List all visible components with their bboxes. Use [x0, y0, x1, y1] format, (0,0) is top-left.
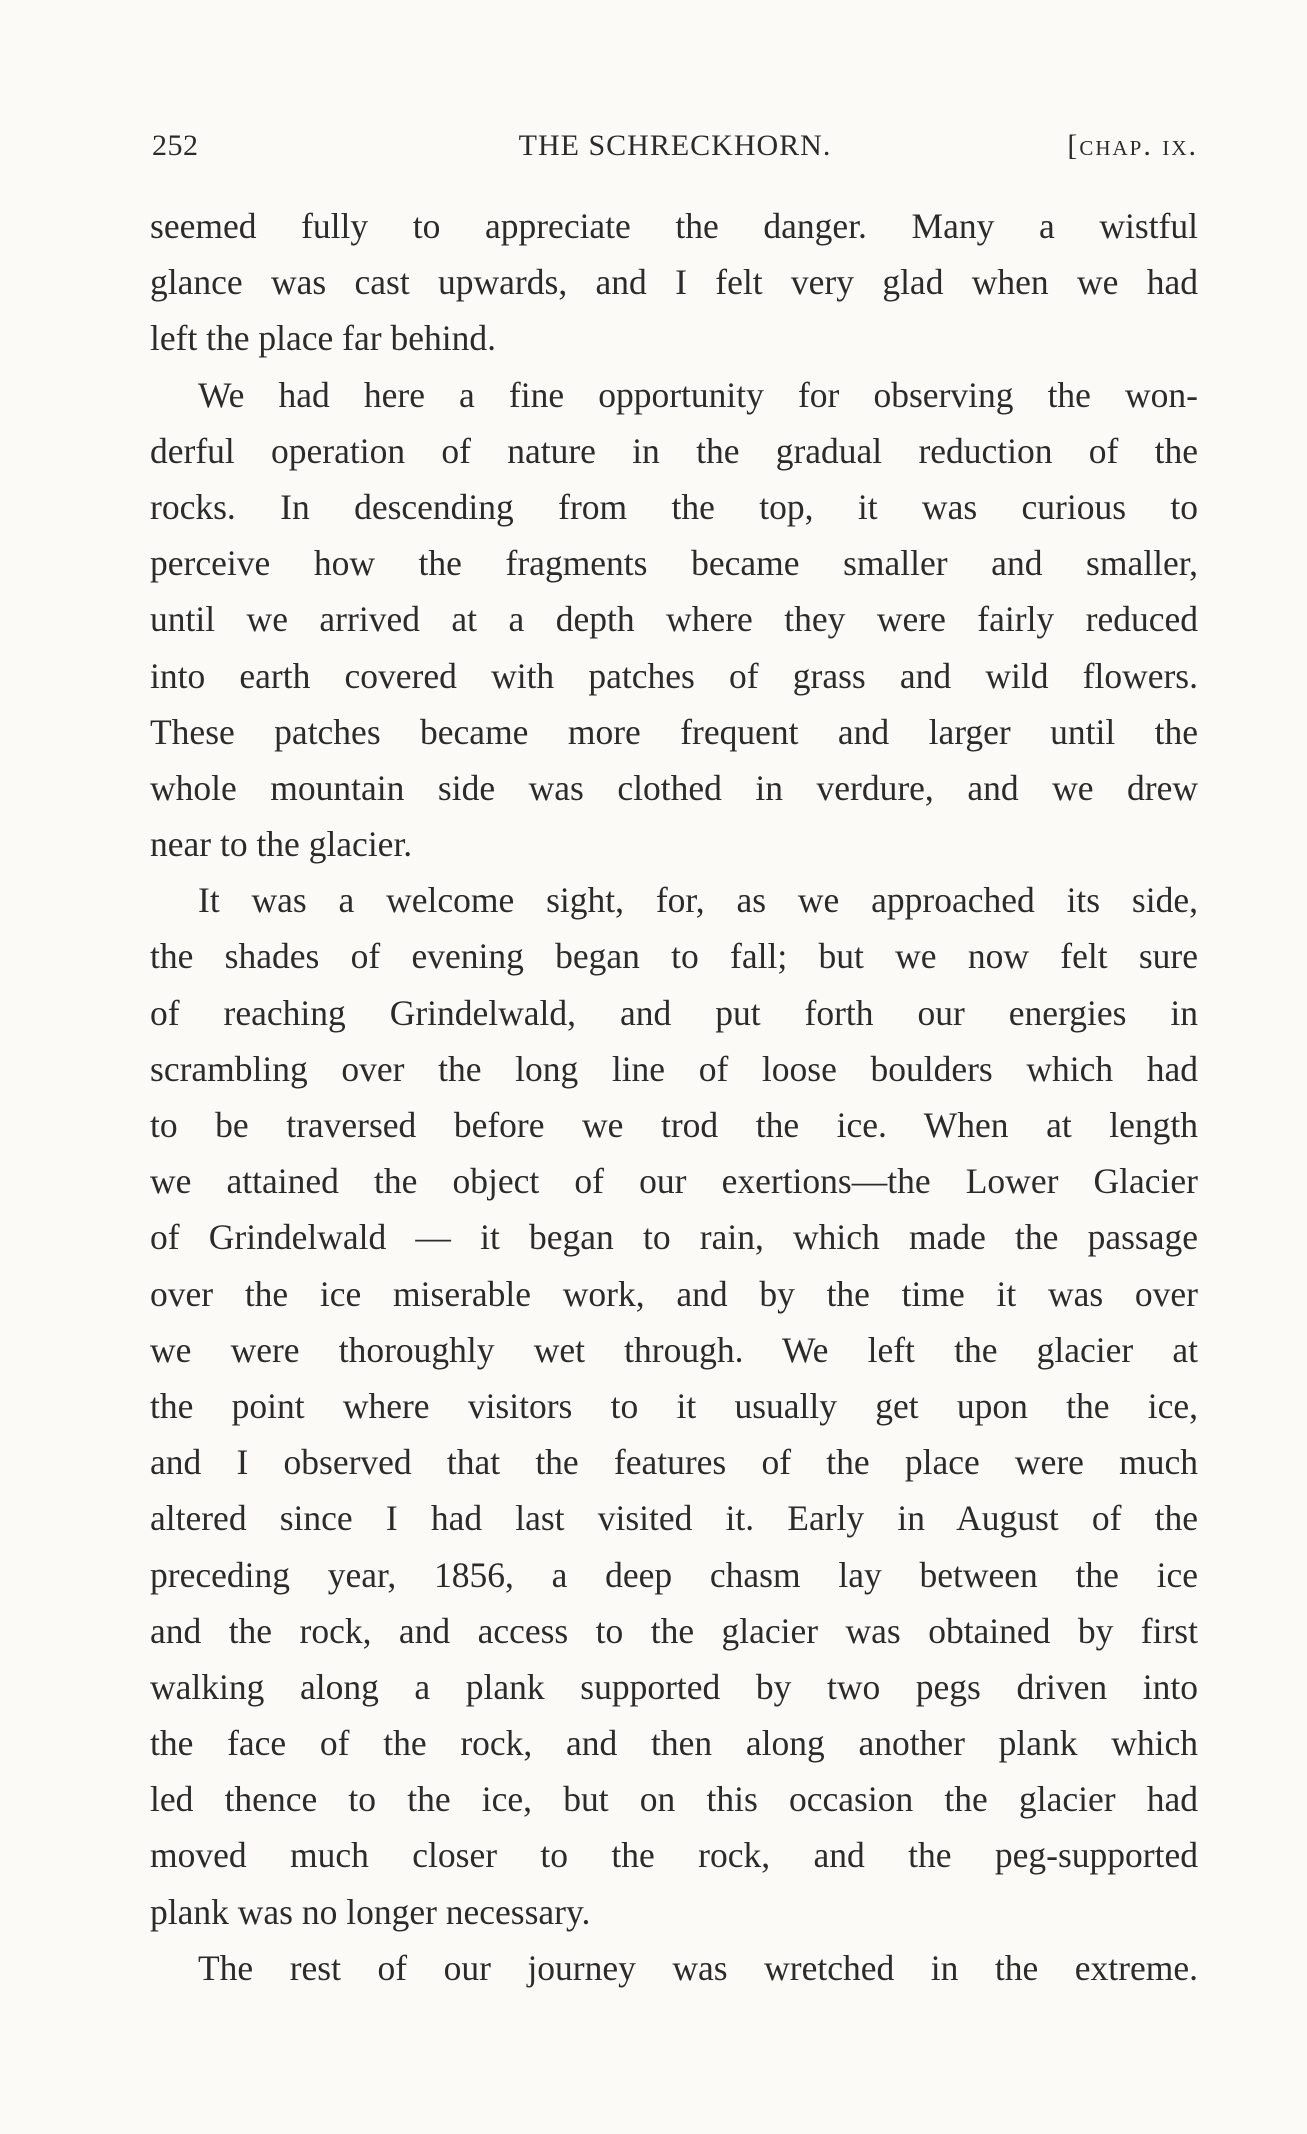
running-title: THE SCHRECKHORN. [518, 129, 832, 162]
page-number: 252 [152, 129, 199, 162]
text-line: the face of the rock, and then along another plank which [150, 1723, 1198, 1764]
text-line: into earth covered with patches of grass and wild flowers. [150, 655, 1198, 696]
chapter-label: [chap. ix. [1067, 129, 1198, 162]
text-line: and the rock, and access to the glacier was obtained by first [150, 1610, 1198, 1651]
text-line: preceding year, 1856, a deep chasm lay between the ice [150, 1554, 1198, 1595]
text-line: seemed fully to appreciate the danger. Many a wistful [150, 206, 1198, 246]
text-line: whole mountain side was clothed in verdure, and we drew [150, 767, 1198, 808]
text-line: to be traversed before we trod the ice. When at length [150, 1105, 1198, 1145]
text-line: We had here a fine opportunity for observing the won- [198, 374, 1198, 415]
running-head [152, 124, 1198, 168]
text-line: perceive how the fragments became smaller and smaller, [150, 543, 1198, 584]
text-line: derful operation of nature in the gradual reduction of the [150, 430, 1198, 471]
text-line: and I observed that the features of the place were much [150, 1442, 1198, 1483]
text-line: moved much closer to the rock, and the peg-supported [150, 1835, 1198, 1876]
text-line: we attained the object of our exertions—the Lower Glacier [150, 1161, 1198, 1202]
body-text [150, 198, 1198, 1996]
text-line: walking along a plank supported by two pegs driven into [150, 1666, 1198, 1707]
text-line: These patches became more frequent and larger until the [150, 711, 1198, 752]
text-line: until we arrived at a depth where they were fairly reduced [150, 599, 1198, 640]
text-line: left the place far behind. [150, 318, 496, 359]
text-line: near to the glacier. [150, 824, 413, 865]
text-line: of reaching Grindelwald, and put forth our energies in [150, 992, 1198, 1033]
text-line: the shades of evening began to fall; but we now felt sure [150, 936, 1198, 977]
text-line: we were thoroughly wet through. We left the glacier at [150, 1329, 1198, 1370]
text-line: glance was cast upwards, and I felt very glad when we had [150, 262, 1198, 303]
text-line: led thence to the ice, but on this occasion the glacier had [150, 1779, 1198, 1820]
text-line: scrambling over the long line of loose boulders which had [150, 1048, 1198, 1089]
text-line: over the ice miserable work, and by the time it was over [150, 1273, 1198, 1314]
text-line: altered since I had last visited it. Early in August of the [150, 1498, 1198, 1539]
text-line: plank was no longer necessary. [150, 1891, 591, 1932]
text-line: The rest of our journey was wretched in the extreme. [198, 1947, 1198, 1988]
text-line: rocks. In descending from the top, it was curious to [150, 486, 1198, 527]
text-line: the point where visitors to it usually get upon the ice, [150, 1385, 1198, 1426]
text-line: of Grindelwald — it began to rain, which made the passage [150, 1217, 1198, 1258]
text-line: It was a welcome sight, for, as we approached its side, [198, 880, 1198, 921]
